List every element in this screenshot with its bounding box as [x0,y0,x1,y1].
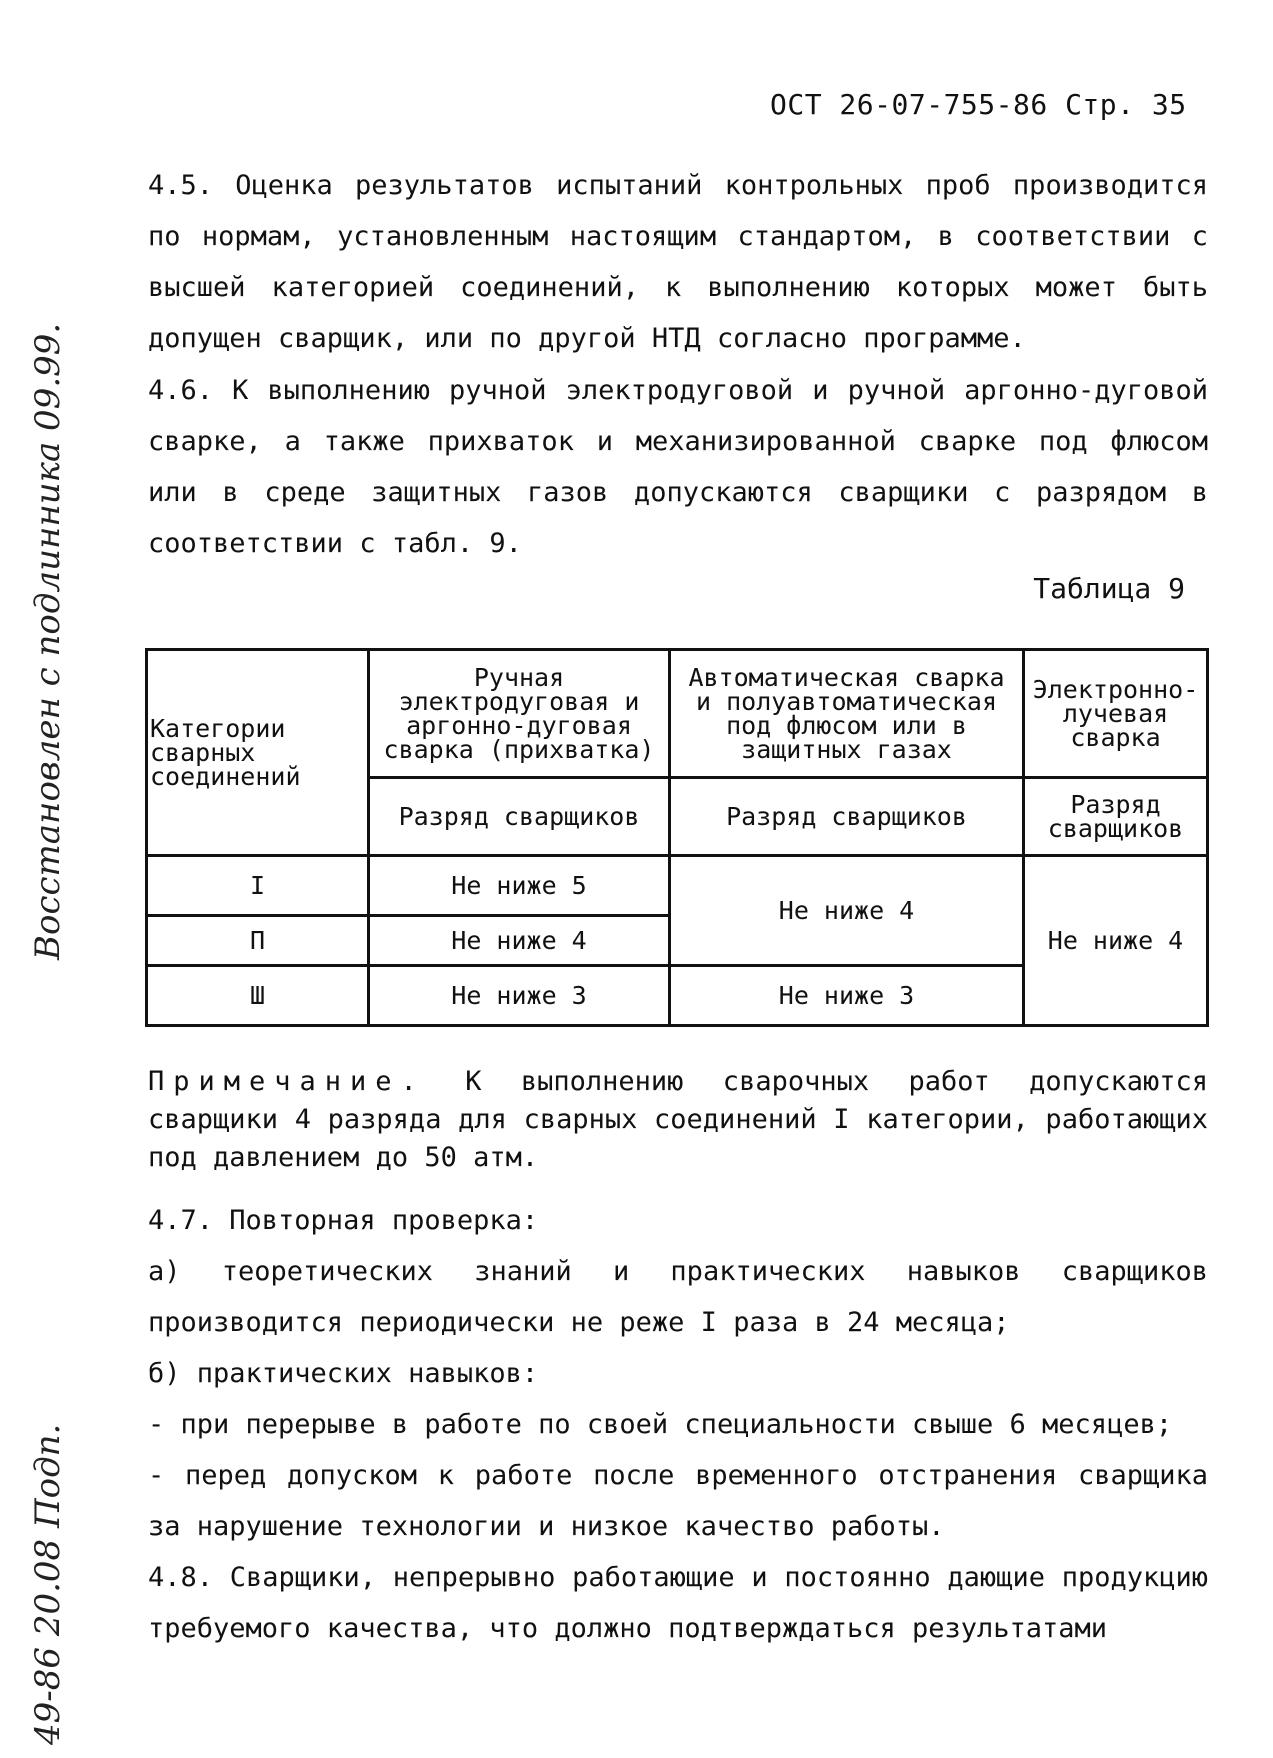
rows-all-electron-rank: Не ниже 4 [1024,856,1208,1026]
page-header: ОСТ 26-07-755-86 Стр. 35 [770,88,1187,121]
paragraph-4-7-a: а) теоретических знаний и практических навыков сварщиков производится периодически не реже I раза в 24 месяца; [148,1256,1208,1338]
margin-note-restored: Восстановлен с подлинника 09.99. [28,322,68,960]
subheader-rank-1: Разряд сварщиков [369,778,670,856]
subheader-rank-3: Разряд сварщиков [1024,778,1208,856]
subheader-rank-2: Разряд сварщиков [670,778,1024,856]
paragraph-4-5: 4.5. Оценка результатов испытаний контрольных проб производится по нормам, установленным настоящим стандартом, в соответствии с высшей категорией соединений, к выполнению которых может быть допущен сварщик, или по другой НТД согласно программе. [148,170,1208,354]
table-9 [145,648,1209,1027]
row-category-2: П [147,916,369,966]
row3-manual-rank: Не ниже 3 [369,966,670,1026]
header-electron-beam: Электронно-лучевая сварка [1024,650,1208,778]
paragraph-4-6: 4.6. К выполнению ручной электродуговой и ручной аргонно-дуговой сварке, а также прихваток и механизированной сварке под флюсом или в среде защитных газов допускаются сварщики с разрядом в соответствии с табл. 9. [148,375,1208,559]
note-text: К выполнению сварочных работ допускаются сварщики 4 разряда для сварных соединений I категории, работающих под давлением до 50 атм. [148,1066,1208,1173]
paragraph-4-7-b-1: - при перерыве в работе по своей специальности свыше 6 месяцев; [148,1409,1173,1440]
row-category-3: Ш [147,966,369,1026]
header-manual-arc: Ручная электродуговая и аргонно-дуговая сварка (прихватка) [369,650,670,778]
row2-manual-rank: Не ниже 4 [369,916,670,966]
row-category-1: I [147,856,369,916]
row1-manual-rank: Не ниже 5 [369,856,670,916]
paragraph-4-7-b: б) практических навыков: [148,1358,539,1389]
paragraph-4-8: 4.8. Сварщики, непрерывно работающие и постоянно дающие продукцию требуемого качества, что должно подтверждаться результатами [148,1562,1208,1644]
header-category-cell: Категории сварных соединений [147,650,369,856]
table-caption: Таблица 9 [1033,572,1185,605]
paragraph-4-7: 4.7. Повторная проверка: [148,1205,539,1236]
header-automatic: Автоматическая сварка и полуавтоматическая под флюсом или в защитных газах [670,650,1024,778]
paragraph-4-7-b-2: - перед допуском к работе после временного отстранения сварщика за нарушение технологии и низкое качество работы. [148,1460,1208,1542]
note-label: Примечание. [148,1066,426,1097]
margin-note-signature: 49-86 20.08 Подп. [28,1423,68,1745]
row3-automatic-rank: Не ниже 3 [670,966,1024,1026]
table-note [148,1063,1208,1177]
rows12-automatic-rank: Не ниже 4 [670,856,1024,966]
